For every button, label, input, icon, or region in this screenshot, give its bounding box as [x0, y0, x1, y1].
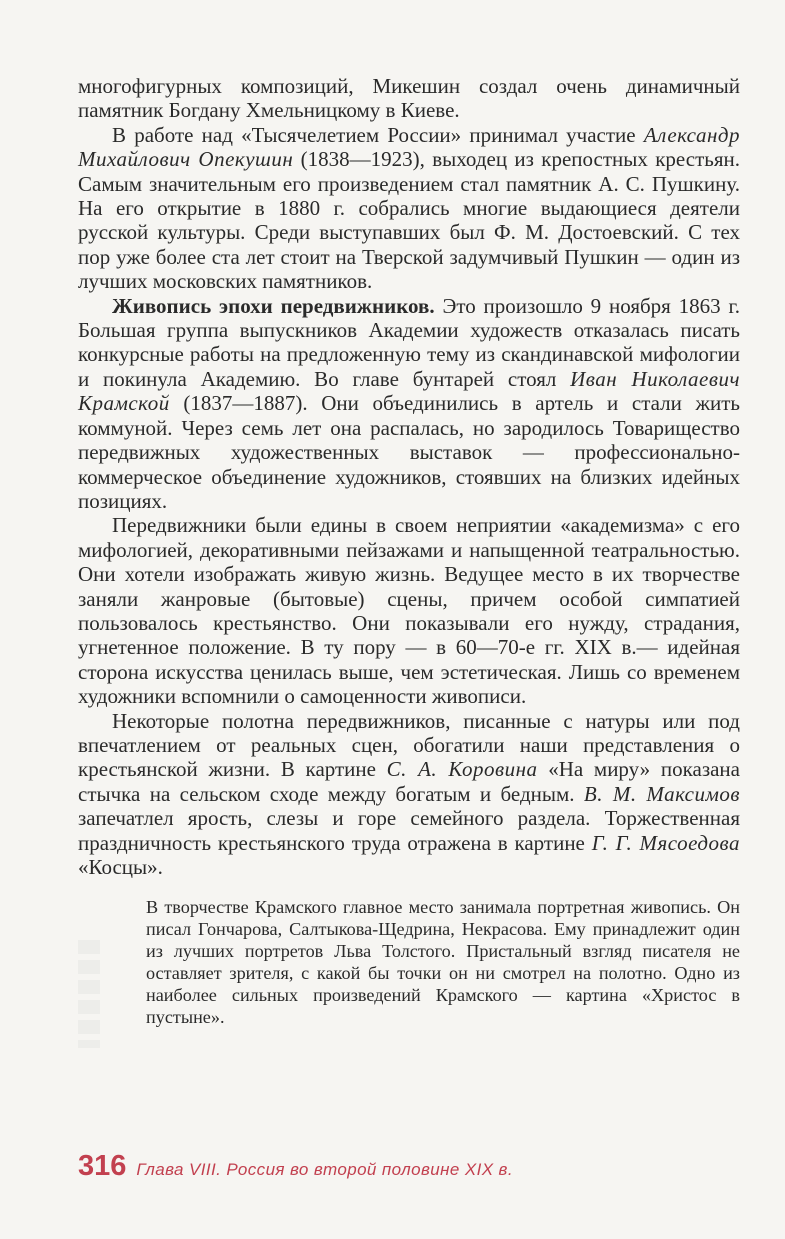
- person-name-kramskoy: Иван Николаевич Крамской: [78, 366, 740, 416]
- note-marker-bar: [78, 940, 100, 1048]
- paragraph-1: [78, 74, 740, 123]
- paragraph-5-text-c: запечатлел ярость, слезы и горе семейного раздела. Торжественная праздничность крестьянского труда отражена в картине: [78, 806, 740, 855]
- paragraph-3: [78, 294, 740, 514]
- paragraph-2-text-b: (1838—1923), выходец из крепостных крестьян. Самым значительным его произведением стал памятник А. С. Пушкину. На его открытие в 1880 г. собрались многие выдающиеся деятели русской культуры. Среди выступавших был Ф. М. Достоевский. С тех пор уже более ста лет стоит на Тверской задумчивый Пушкин — один из лучших московских памятников.: [78, 147, 740, 294]
- paragraph-5-text-a: Некоторые полотна передвижников, писанные с натуры или под впечатлением от реальных сцен, обогатили наши представления о крестьянской жизни. В картине: [78, 708, 740, 782]
- paragraph-5-text-b: «На миру» показана стычка на сельском сходе между богатым и бедным.: [78, 757, 740, 806]
- page-content: [78, 74, 740, 1028]
- paragraph-2-text-a: В работе над «Тысячелетием России» принимал участие: [112, 122, 644, 147]
- paragraph-4: [78, 513, 740, 708]
- paragraph-5-text-d: «Косцы».: [78, 855, 163, 879]
- note-text: В творчестве Крамского главное место занимала портретная живопись. Он писал Гончарова, Салтыкова-Щедрина, Некрасова. Ему принадлежит один из лучших портретов Льва Толстого. Пристальный взгляд писателя не оставляет зрителя, с какой бы точки он ни смотрел на полотно. Одно из наиболее сильных произведений Крамского — картина «Христос в пустыне».: [146, 897, 740, 1028]
- section-heading: Живопись эпохи передвижников.: [112, 293, 435, 318]
- paragraph-3-text-b: (1837—1887). Они объединились в артель и стали жить коммуной. Через семь лет она распалась, но зародилось Товарищество передвижных художественных выставок — профессионально-коммерческое объединение художников, стоявших на близких идейных позициях.: [78, 391, 740, 513]
- paragraph-2: [78, 123, 740, 294]
- page-number: 316: [78, 1150, 127, 1182]
- person-name-myasoedov: Г. Г. Мясоедова: [591, 830, 740, 855]
- paragraph-3-text-a: Это произошло 9 ноября 1863 г. Большая группа выпускников Академии художеств отказалась писать конкурсные работы на предложенную тему из скандинавской мифологии и покинула Академию. Во главе бунтарей стоял: [78, 293, 740, 391]
- main-text: [78, 74, 740, 879]
- running-title: Глава VIII. Россия во второй половине XIX в.: [136, 1160, 513, 1179]
- paragraph-4-text: Передвижники были едины в своем неприятии «академизма» с его мифологией, декоративными пейзажами и напыщенной театральностью. Они хотели изображать живую жизнь. Ведущее место в их творчестве заняли жанровые (бытовые) сцены, причем особой симпатией пользовалось крестьянство. Они показывали его нужду, страдания, угнетенное положение. В ту пору — в 60—70-е гг. XIX в.— идейная сторона искусства ценилась выше, чем эстетическая. Лишь со временем художники вспомнили о самоценности живописи.: [78, 513, 740, 709]
- paragraph-5: [78, 709, 740, 880]
- person-name-maksimov: В. М. Максимов: [583, 781, 740, 806]
- paragraph-1-text: многофигурных композиций, Микешин создал очень динамичный памятник Богдану Хмельницкому в Киеве.: [78, 74, 740, 123]
- note-block: [78, 896, 740, 1028]
- page-footer: [78, 1150, 513, 1183]
- person-name-opekushin: Александр Михайлович Опекушин: [78, 122, 740, 172]
- person-name-korovin: С. А. Коровина: [386, 757, 538, 782]
